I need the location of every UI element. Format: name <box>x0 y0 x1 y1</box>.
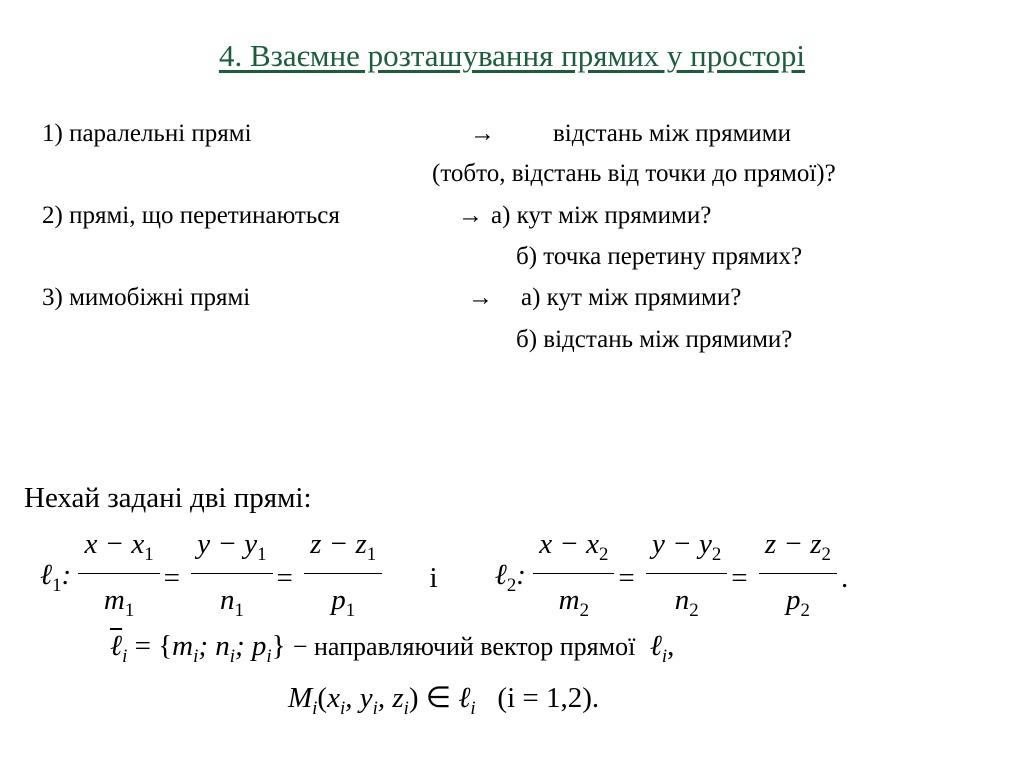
intro-text: Нехай задані дві прямі: <box>24 482 312 514</box>
direction-vector-line: ℓ$_i$ = {$m_i$; $n_i$; $p_i$} − направляючий вектор прямої ℓ$_i$, <box>110 630 675 667</box>
conjunction: і <box>429 561 438 594</box>
point-range: (i = 1,2). <box>497 682 600 714</box>
arrow-icon: → <box>458 202 483 229</box>
case-1-label: 1) паралельні прямі <box>42 120 252 147</box>
point-line: $M_i(x_i$, $y_i$, $z_i$) ∈ ℓ$_i$ (i = 1,2). <box>288 682 600 719</box>
line-equations: ℓ$_1$: $\frac{x - x_1}{m_1}$ = $\frac{y - y_1}{n_1}$ = $\frac{z - z_1}{p_1}$ і ℓ$_2$: $\frac{x - x_2}{m_2}$ = $\frac{y - y_2}{n_2}$ = $\frac{z - z_2}{p_2}$ . <box>40 528 849 621</box>
arrow-icon: → <box>468 284 493 311</box>
case-1-result: відстань між прямими <box>553 120 791 147</box>
arrow-icon: → <box>470 120 495 147</box>
direction-text: − направляючий вектор прямої <box>292 632 636 661</box>
case-3-label: 3) мимобіжні прямі <box>42 284 251 311</box>
case-2-result-b: б) точка перетину прямих? <box>516 243 803 270</box>
slide-title: 4. Взаємне розташування прямих у просторі <box>218 38 806 73</box>
case-1-note: (тобто, відстань від точки до прямої)? <box>432 160 836 187</box>
case-2-label: 2) прямі, що перетинаються <box>42 202 340 229</box>
case-3-result-b: б) відстань між прямими? <box>516 326 793 353</box>
case-2-result-a: а) кут між прямими? <box>491 202 712 229</box>
case-3-result-a: а) кут між прямими? <box>521 284 742 311</box>
